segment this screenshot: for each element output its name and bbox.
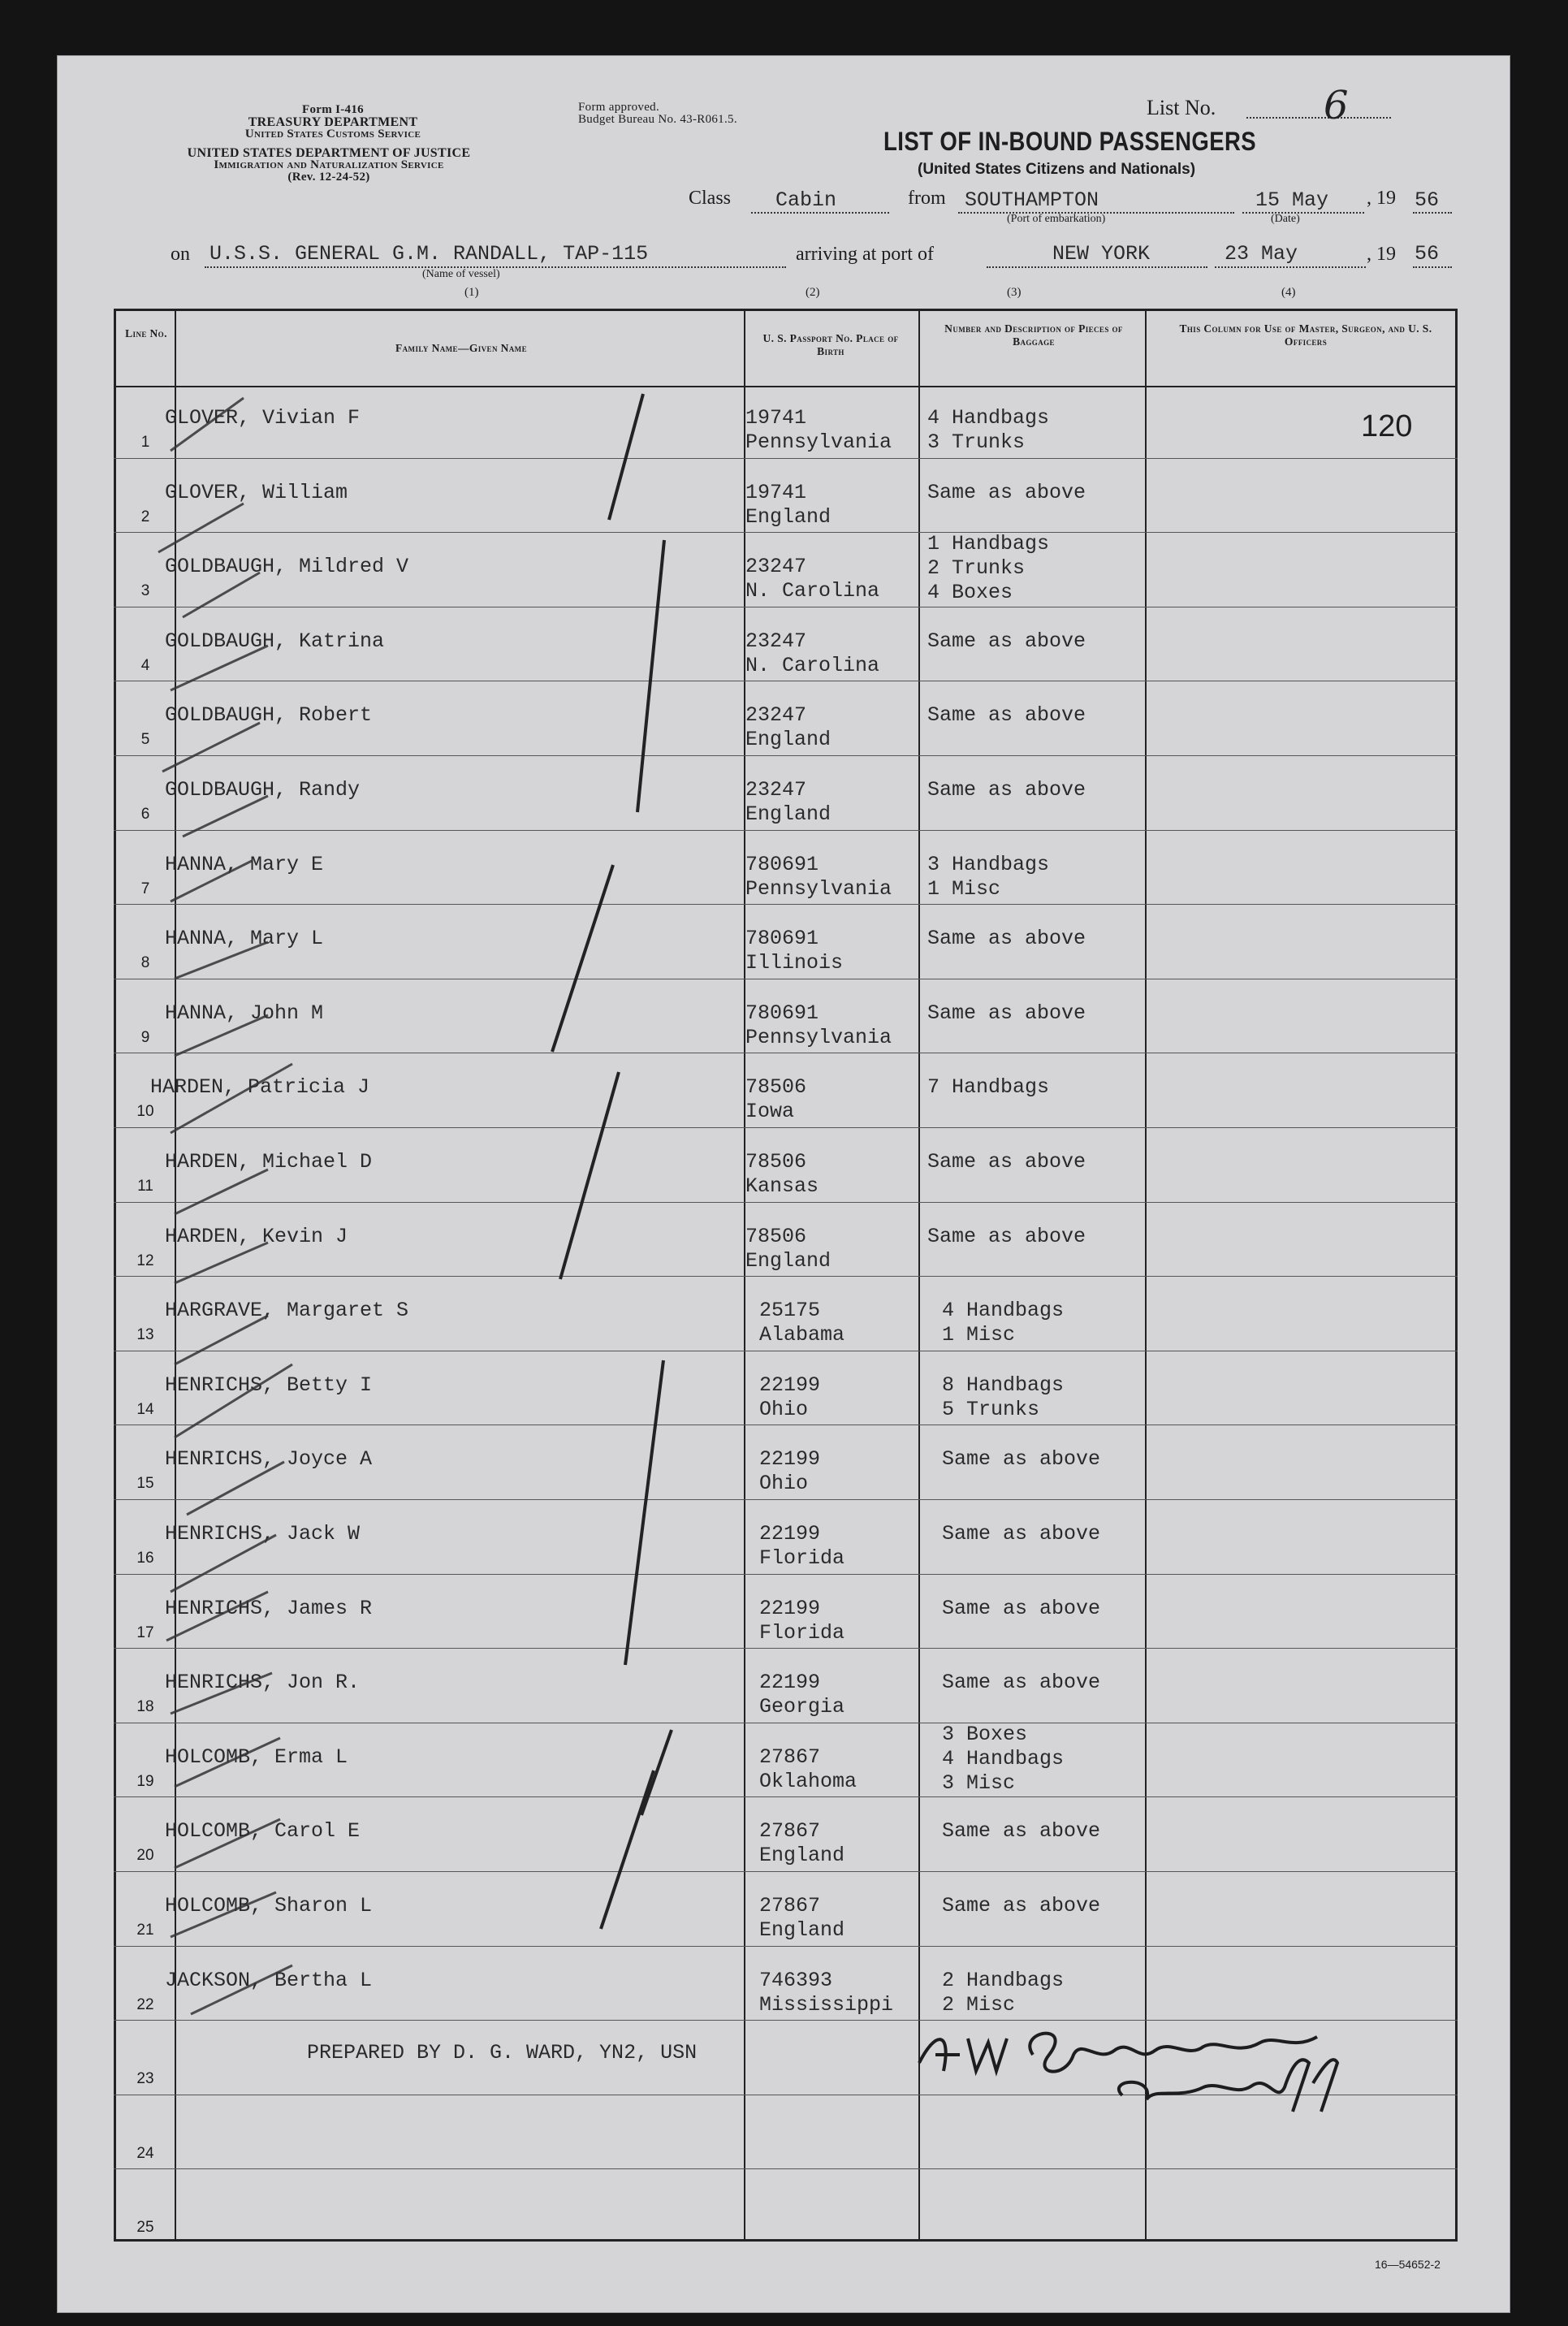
baggage-cell xyxy=(942,1723,1064,1796)
header-officers: This Column for Use of Master, Surgeon, and U. S. Officers xyxy=(1179,322,1432,348)
baggage-cell xyxy=(942,1894,1100,1918)
arrival-port: NEW YORK xyxy=(1052,242,1151,266)
baggage-item: Same as above xyxy=(927,1150,1086,1174)
row-line-number: 22 xyxy=(136,1995,154,2013)
baggage-cell xyxy=(927,532,1049,605)
passport-cell xyxy=(759,1819,844,1868)
class-label: Class xyxy=(689,188,732,209)
row-line-number: 17 xyxy=(136,1623,154,1641)
row-line-number: 10 xyxy=(136,1103,154,1121)
baggage-item: 3 Misc xyxy=(942,1770,1016,1795)
baggage-item: 7 Handbags xyxy=(927,1075,1050,1100)
place-of-birth: Pennsylvania xyxy=(745,430,892,454)
baggage-item: Same as above xyxy=(927,703,1086,728)
place-of-birth: Mississippi xyxy=(759,1992,894,2017)
passenger-name: GLOVER, William xyxy=(165,480,348,504)
baggage-cell xyxy=(927,927,1086,951)
row-line-number: 21 xyxy=(136,1922,154,1939)
baggage-item: Same as above xyxy=(942,1447,1101,1472)
passenger-name: GOLDBAUGH, Mildred V xyxy=(165,555,409,579)
row-line-number: 18 xyxy=(136,1698,154,1716)
passport-number: 78506 xyxy=(745,1224,807,1248)
row-line-number: 23 xyxy=(136,2070,154,2088)
revision-date: (Rev. 12-24-52) xyxy=(287,171,370,184)
row-line-number: 15 xyxy=(136,1475,154,1493)
passport-cell xyxy=(745,1150,819,1199)
passenger-name: HANNA, John M xyxy=(165,1001,324,1025)
passport-cell xyxy=(745,1225,831,1273)
row-divider xyxy=(114,1796,1458,1797)
passenger-name: HOLCOMB, Carol E xyxy=(165,1819,361,1844)
passport-cell xyxy=(759,1969,893,2017)
footer-code: 16—54652-2 xyxy=(1375,2258,1441,2271)
passport-number: 19741 xyxy=(745,406,807,430)
header-divider xyxy=(116,386,1455,387)
baggage-cell xyxy=(927,1150,1086,1174)
column-number-3: (3) xyxy=(1007,286,1022,299)
place-of-birth: England xyxy=(759,1918,845,1942)
vessel-name: U.S.S. GENERAL G.M. RANDALL, TAP-115 xyxy=(209,242,649,266)
customs-service: United States Customs Service xyxy=(244,128,421,141)
row-divider xyxy=(114,904,1458,905)
passport-number: 22199 xyxy=(759,1596,821,1620)
baggage-cell xyxy=(927,481,1086,505)
baggage-item: 2 Trunks xyxy=(927,556,1026,581)
row-divider xyxy=(114,830,1458,831)
row-line-number: 20 xyxy=(136,1847,154,1865)
budget-bureau: Budget Bureau No. 43-R061.5. xyxy=(578,113,737,126)
passport-number: 22199 xyxy=(759,1671,821,1695)
baggage-cell xyxy=(942,1447,1100,1472)
place-of-birth: England xyxy=(759,1844,845,1868)
passenger-name: HENRICHS, Jon R. xyxy=(165,1671,361,1695)
form-header-left xyxy=(162,104,503,141)
passenger-name: HANNA, Mary E xyxy=(165,852,324,876)
baggage-cell xyxy=(927,1225,1086,1249)
baggage-cell xyxy=(942,1299,1064,1347)
baggage-item: Same as above xyxy=(942,1819,1101,1844)
header-line-no: Line No. xyxy=(125,327,167,339)
passport-cell xyxy=(759,1373,820,1422)
passport-cell xyxy=(759,1597,844,1645)
baggage-item: Same as above xyxy=(942,1522,1101,1546)
passenger-name: GOLDBAUGH, Robert xyxy=(165,703,373,728)
baggage-cell xyxy=(942,1597,1100,1621)
baggage-cell xyxy=(942,1373,1064,1422)
form-approval xyxy=(578,102,737,126)
place-of-birth: England xyxy=(745,1248,832,1273)
baggage-item: Same as above xyxy=(942,1671,1101,1695)
from-label: from xyxy=(908,188,946,209)
passenger-name: HARGRAVE, Margaret S xyxy=(165,1299,409,1323)
place-of-birth: N. Carolina xyxy=(745,579,880,603)
place-of-birth: Oklahoma xyxy=(759,1769,857,1793)
year-underline-1 xyxy=(1413,212,1452,214)
list-no-value: 6 xyxy=(1324,83,1349,128)
header-family-name: Family Name—Given Name xyxy=(395,342,527,354)
vessel-note: (Name of vessel) xyxy=(422,268,500,280)
treasury-dept: TREASURY DEPARTMENT xyxy=(248,115,418,129)
baggage-item: Same as above xyxy=(927,927,1086,951)
embark-year: 56 xyxy=(1415,188,1440,212)
row-line-number: 19 xyxy=(136,1772,154,1790)
place-of-birth: Ohio xyxy=(759,1397,809,1421)
passport-cell xyxy=(759,1447,820,1496)
row-divider xyxy=(114,2168,1458,2169)
baggage-item: 3 Handbags xyxy=(927,852,1050,876)
class-value: Cabin xyxy=(775,188,837,212)
row-divider xyxy=(114,755,1458,756)
place-of-birth: Ohio xyxy=(759,1472,809,1496)
passenger-name: HENRICHS, Jack W xyxy=(165,1522,361,1546)
baggage-item: 2 Handbags xyxy=(942,1968,1065,1992)
prepared-by: PREPARED BY D. G. WARD, YN2, USN xyxy=(307,2041,698,2064)
column-divider xyxy=(918,311,920,2239)
baggage-cell xyxy=(942,1671,1100,1695)
passport-cell xyxy=(745,629,879,678)
passenger-name: HENRICHS, Joyce A xyxy=(165,1447,373,1472)
row-line-number: 6 xyxy=(140,806,150,823)
ins-service: Immigration and Naturalization Service xyxy=(214,158,444,171)
passenger-name: HARDEN, Michael D xyxy=(165,1150,373,1174)
place-of-birth: Illinois xyxy=(745,951,844,975)
baggage-cell xyxy=(927,1075,1049,1100)
form-number: Form I-416 xyxy=(302,103,364,116)
baggage-item: 3 Trunks xyxy=(927,430,1026,454)
row-line-number: 2 xyxy=(140,508,150,525)
row-divider xyxy=(114,1499,1458,1500)
row-divider xyxy=(114,1276,1458,1277)
baggage-item: 2 Misc xyxy=(942,1992,1016,2017)
arrival-port-underline xyxy=(987,266,1207,268)
arrival-date-underline xyxy=(1215,266,1366,268)
baggage-item: 1 Misc xyxy=(927,876,1001,901)
place-of-birth: England xyxy=(745,504,832,529)
baggage-cell xyxy=(927,778,1086,802)
passport-number: 23247 xyxy=(745,778,807,802)
passport-number: 25175 xyxy=(759,1299,821,1323)
baggage-item: Same as above xyxy=(927,480,1086,504)
justice-dept: UNITED STATES DEPARTMENT OF JUSTICE xyxy=(187,146,471,160)
passport-number: 78506 xyxy=(745,1075,807,1100)
passport-cell xyxy=(745,927,843,975)
baggage-cell xyxy=(927,703,1086,728)
row-line-number: 25 xyxy=(136,2219,154,2237)
passport-cell xyxy=(759,1671,844,1719)
baggage-item: Same as above xyxy=(942,1596,1101,1620)
passport-number: 22199 xyxy=(759,1373,821,1397)
passenger-name: GLOVER, Vivian F xyxy=(165,406,361,430)
baggage-item: 4 Handbags xyxy=(942,1299,1065,1323)
port-embarkation-note: (Port of embarkation) xyxy=(1007,213,1106,225)
baggage-cell xyxy=(942,1522,1100,1546)
column-number-2: (2) xyxy=(806,286,820,299)
place-of-birth: England xyxy=(745,728,832,752)
place-of-birth: Pennsylvania xyxy=(745,876,892,901)
place-of-birth: Pennsylvania xyxy=(745,1025,892,1049)
passport-number: 22199 xyxy=(759,1522,821,1546)
form-approved: Form approved. xyxy=(578,101,660,114)
passport-cell xyxy=(745,406,892,455)
baggage-cell xyxy=(942,1819,1100,1844)
form-header-justice xyxy=(146,147,512,184)
row-line-number: 14 xyxy=(136,1400,154,1418)
passport-cell xyxy=(759,1894,844,1943)
row-line-number: 13 xyxy=(136,1326,154,1344)
row-divider xyxy=(114,1127,1458,1128)
row-line-number: 24 xyxy=(136,2144,154,2162)
baggage-item: 1 Handbags xyxy=(927,532,1050,556)
baggage-item: 4 Boxes xyxy=(927,581,1013,605)
signature-stroke xyxy=(911,2006,1398,2120)
row-divider xyxy=(114,1648,1458,1649)
passenger-name: HENRICHS, James R xyxy=(165,1596,373,1620)
baggage-item: 3 Boxes xyxy=(942,1722,1028,1746)
signature xyxy=(911,2006,1398,2120)
header-passport: U. S. Passport No. Place of Birth xyxy=(762,332,899,357)
baggage-cell xyxy=(927,1001,1086,1026)
passenger-name: HARDEN, Patricia J xyxy=(150,1075,370,1100)
passport-number: 23247 xyxy=(745,555,807,579)
row-divider xyxy=(114,1871,1458,1872)
passport-cell xyxy=(745,853,892,901)
row-line-number: 8 xyxy=(140,954,150,972)
baggage-cell xyxy=(927,853,1049,901)
passport-cell xyxy=(759,1522,844,1571)
row-line-number: 7 xyxy=(140,880,150,897)
baggage-item: Same as above xyxy=(927,778,1086,802)
row-line-number: 16 xyxy=(136,1550,154,1567)
column-divider xyxy=(1145,311,1147,2239)
passport-cell xyxy=(759,1299,844,1347)
row-line-number: 11 xyxy=(137,1178,153,1195)
passenger-name: JACKSON, Bertha L xyxy=(165,1968,373,1992)
arriving-label: arriving at port of xyxy=(796,244,934,265)
row-line-number: 12 xyxy=(136,1252,154,1269)
header-baggage: Number and Description of Pieces of Baggage xyxy=(944,322,1123,348)
baggage-item: Same as above xyxy=(927,1001,1086,1025)
place-of-birth: Florida xyxy=(759,1620,845,1645)
baggage-item: 4 Handbags xyxy=(942,1746,1065,1770)
passport-number: 19741 xyxy=(745,480,807,504)
row-line-number: 1 xyxy=(140,434,150,451)
passenger-name: HANNA, Mary L xyxy=(165,927,324,951)
place-of-birth: Alabama xyxy=(759,1323,845,1347)
passport-number: 23247 xyxy=(745,703,807,728)
year-underline-2 xyxy=(1413,266,1452,268)
baggage-cell xyxy=(927,629,1086,654)
passenger-name: HENRICHS, Betty I xyxy=(165,1373,373,1397)
row-divider xyxy=(114,1574,1458,1575)
row-divider xyxy=(114,1946,1458,1947)
passenger-name: HOLCOMB, Erma L xyxy=(165,1744,348,1769)
passport-cell xyxy=(745,555,879,603)
passport-cell xyxy=(745,778,831,827)
row-line-number: 5 xyxy=(140,731,150,749)
passport-number: 780691 xyxy=(745,1001,819,1025)
officer-note: 120 xyxy=(1361,409,1413,443)
place-of-birth: Florida xyxy=(759,1546,845,1570)
page-subtitle: (United States Citizens and Nationals) xyxy=(918,161,1196,178)
place-of-birth: Kansas xyxy=(745,1174,819,1198)
passport-cell xyxy=(745,1001,892,1050)
passport-number: 746393 xyxy=(759,1968,833,1992)
place-of-birth: N. Carolina xyxy=(745,653,880,677)
passenger-name: GOLDBAUGH, Randy xyxy=(165,778,361,802)
passport-number: 27867 xyxy=(759,1744,821,1769)
baggage-item: 4 Handbags xyxy=(927,406,1050,430)
row-line-number: 4 xyxy=(140,656,150,674)
place-of-birth: England xyxy=(745,802,832,826)
page-title: LIST OF IN-BOUND PASSENGERS xyxy=(883,127,1257,156)
row-divider xyxy=(114,532,1458,533)
place-of-birth: Georgia xyxy=(759,1695,845,1719)
baggage-item: Same as above xyxy=(927,1224,1086,1248)
list-no-label: List No. xyxy=(1147,96,1216,119)
passenger-name: HARDEN, Kevin J xyxy=(165,1224,348,1248)
passenger-name: GOLDBAUGH, Katrina xyxy=(165,629,385,653)
passport-cell xyxy=(745,481,831,530)
row-line-number: 9 xyxy=(140,1028,150,1046)
passport-cell xyxy=(745,703,831,752)
embark-date: 15 May xyxy=(1255,188,1329,212)
baggage-item: 1 Misc xyxy=(942,1323,1016,1347)
passport-number: 780691 xyxy=(745,852,819,876)
column-number-1: (1) xyxy=(464,286,479,299)
class-underline xyxy=(751,212,889,214)
arrival-date: 23 May xyxy=(1225,242,1298,266)
list-no-underline xyxy=(1246,117,1391,119)
date-note: (Date) xyxy=(1271,213,1300,225)
passport-number: 27867 xyxy=(759,1894,821,1917)
baggage-item: 8 Handbags xyxy=(942,1373,1065,1397)
passport-number: 23247 xyxy=(745,629,807,653)
passport-number: 780691 xyxy=(745,927,819,951)
passport-number: 22199 xyxy=(759,1447,821,1472)
arrival-year: 56 xyxy=(1415,242,1440,266)
baggage-item: Same as above xyxy=(942,1894,1101,1917)
on-label: on xyxy=(171,244,190,265)
place-of-birth: Iowa xyxy=(745,1100,795,1124)
passenger-name: HOLCOMB, Sharon L xyxy=(165,1894,373,1917)
year-prefix-1: , 19 xyxy=(1367,188,1396,209)
baggage-cell xyxy=(927,406,1049,455)
row-divider xyxy=(114,1202,1458,1203)
year-prefix-2: , 19 xyxy=(1367,244,1396,265)
embark-date-underline xyxy=(1242,212,1364,214)
column-number-4: (4) xyxy=(1281,286,1296,299)
baggage-item: Same as above xyxy=(927,629,1086,653)
baggage-item: 5 Trunks xyxy=(942,1397,1040,1421)
row-line-number: 3 xyxy=(140,582,150,600)
passport-cell xyxy=(759,1745,857,1794)
passport-cell xyxy=(745,1075,806,1124)
passport-number: 78506 xyxy=(745,1150,807,1174)
row-divider xyxy=(114,458,1458,459)
passport-number: 27867 xyxy=(759,1819,821,1844)
from-port: SOUTHAMPTON xyxy=(965,188,1099,212)
